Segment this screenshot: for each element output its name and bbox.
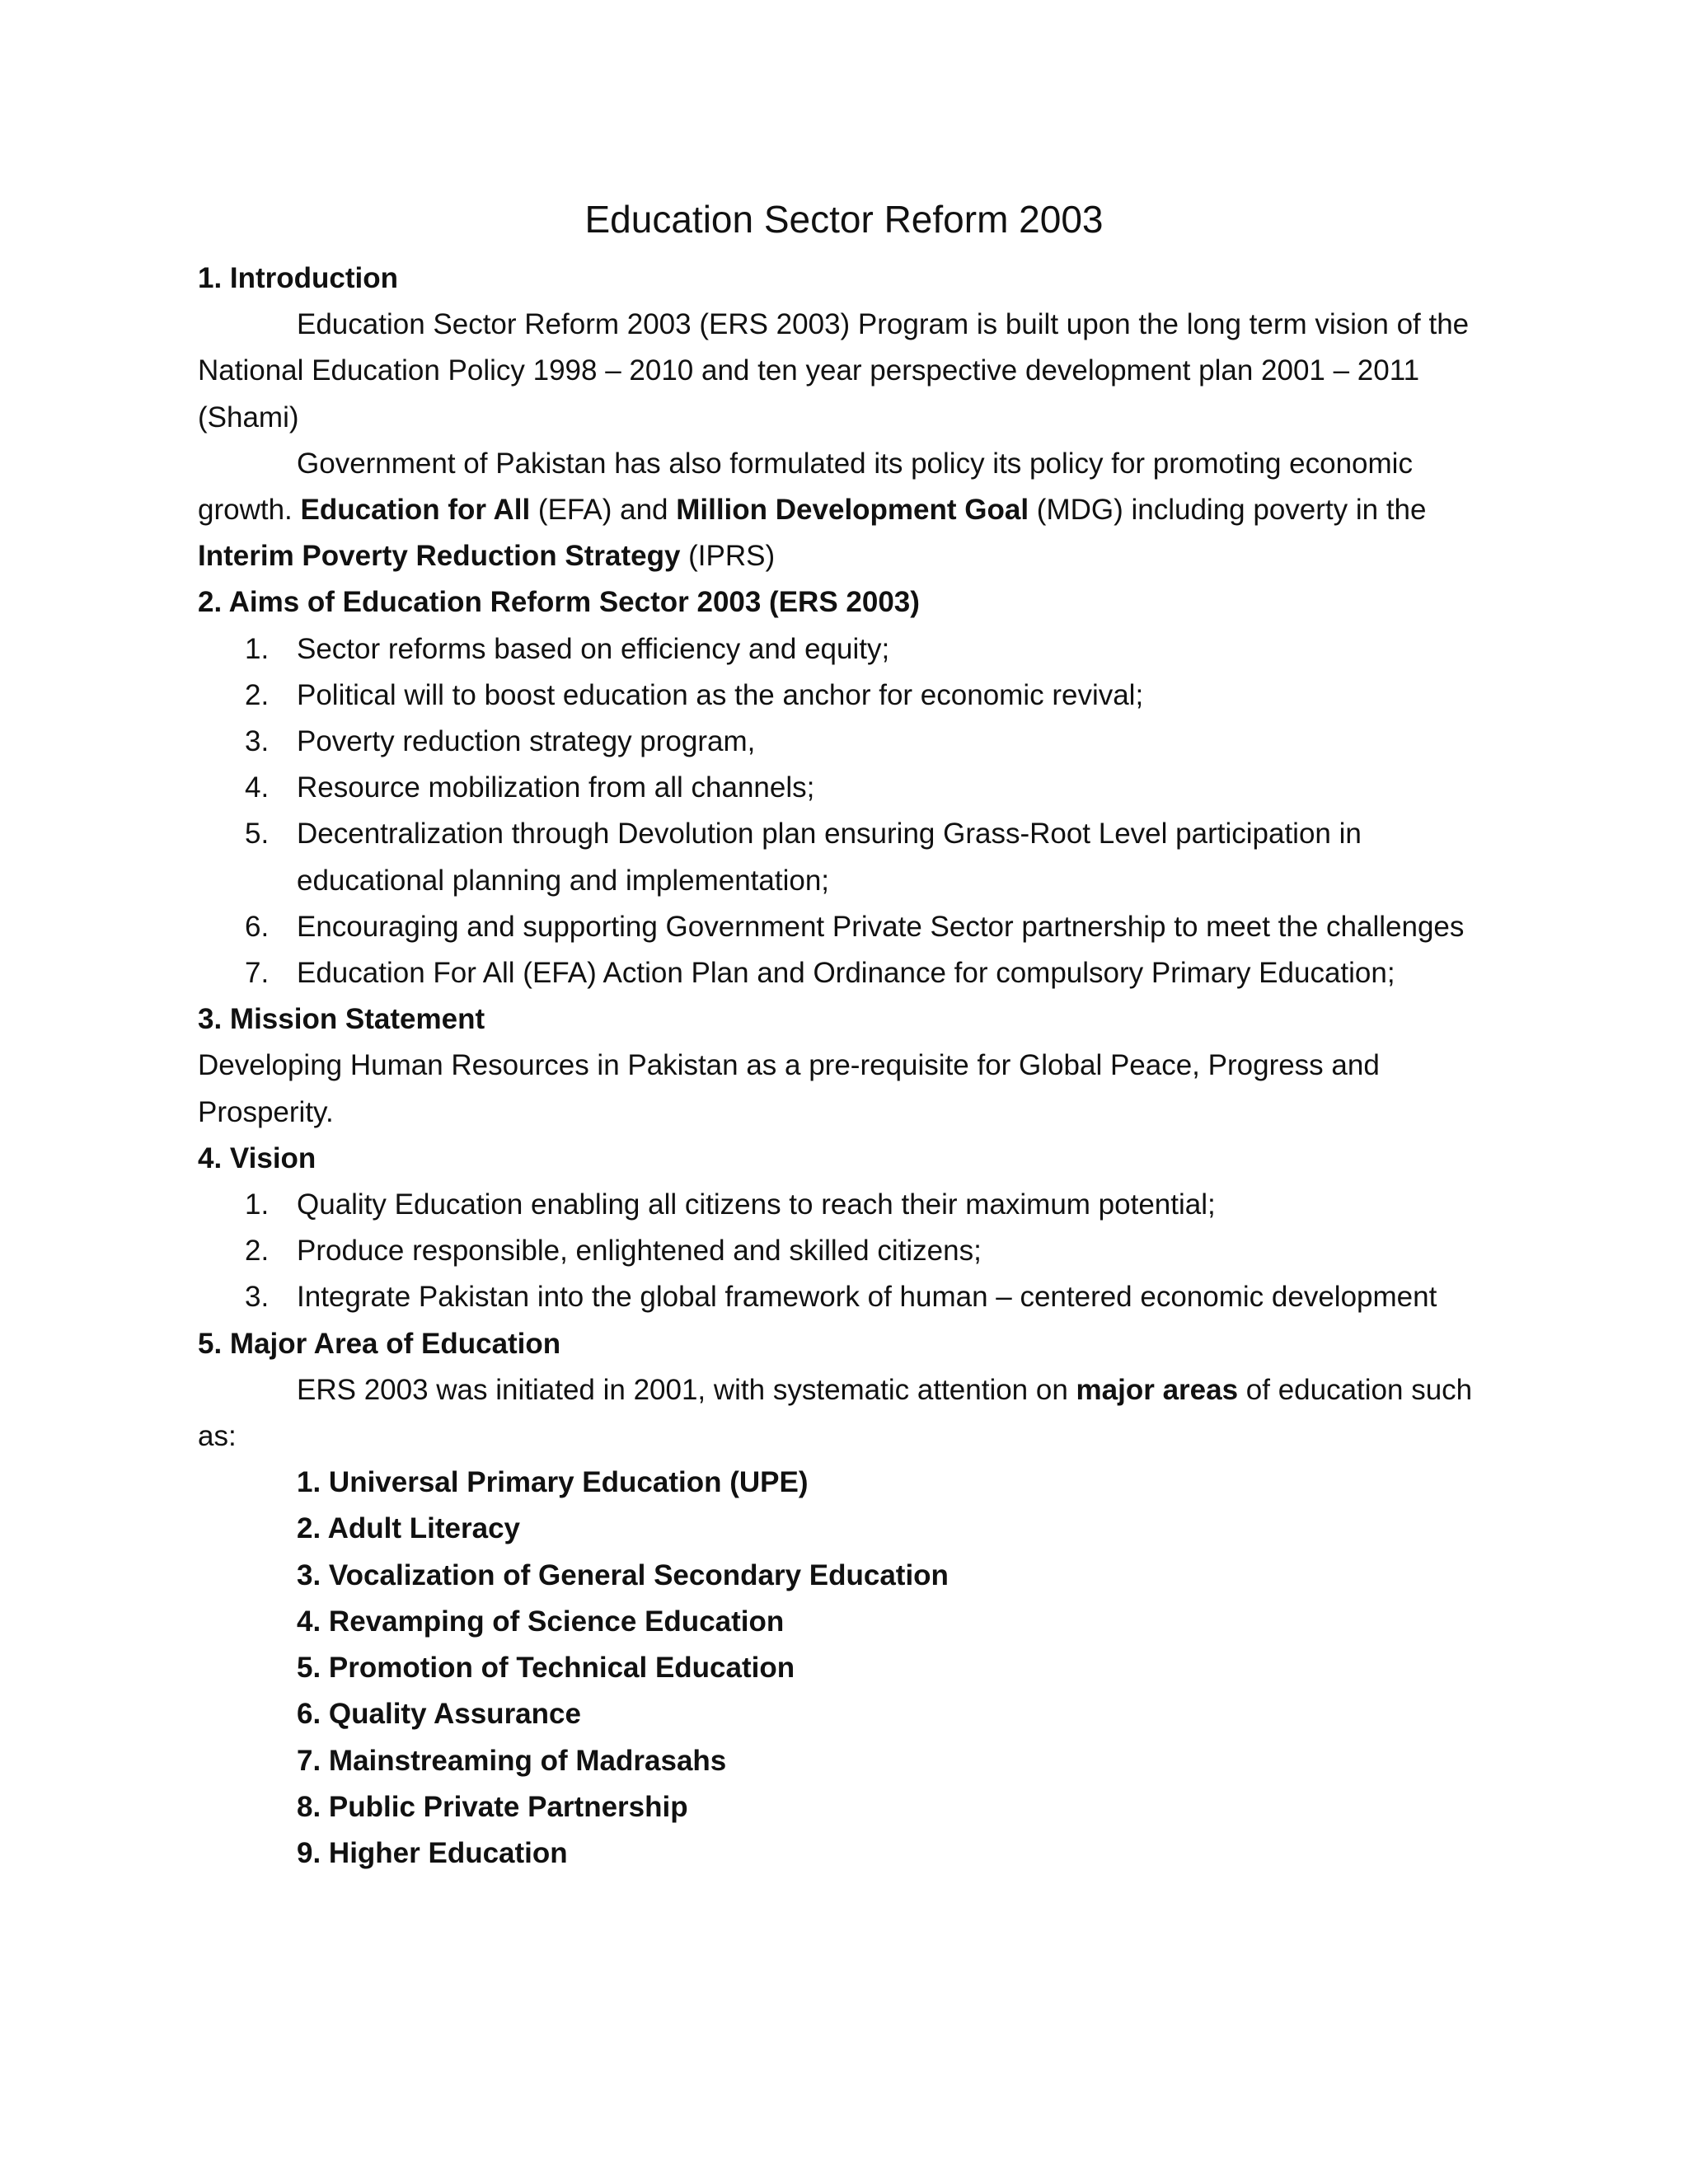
major-areas-text-1: ERS 2003 was initiated in 2001, with systematic attention on — [297, 1373, 1076, 1406]
list-item-number: 3. — [245, 725, 270, 758]
document-title: Education Sector Reform 2003 — [584, 198, 1104, 241]
list-item: 1. Universal Primary Education (UPE) — [297, 1466, 809, 1499]
list-item — [198, 811, 1492, 903]
intro-text-4: (IPRS) — [680, 540, 776, 573]
intro-text-2: (EFA) and — [530, 494, 677, 527]
list-item-text: Sector reforms based on efficiency and equity; — [297, 632, 890, 665]
list-item-text: Produce responsible, enlightened and skilled citizens; — [297, 1235, 982, 1268]
list-item — [198, 765, 1492, 811]
list-item-text: Encouraging and supporting Government Private Sector partnership to meet the challenges — [297, 910, 1465, 943]
list-item-text: Education For All (EFA) Action Plan and Ordinance for compulsory Primary Education; — [297, 957, 1395, 990]
list-item-text: Quality Education enabling all citizens to reach their maximum potential; — [297, 1188, 1216, 1221]
section-heading-vision: 4. Vision — [198, 1141, 316, 1174]
section-heading-mission: 3. Mission Statement — [198, 1003, 485, 1036]
list-item: 2. Adult Literacy — [297, 1512, 520, 1545]
document-body — [198, 255, 1492, 1877]
list-item-number: 3. — [245, 1281, 270, 1314]
list-item-text: Poverty reduction strategy program, — [297, 725, 756, 758]
intro-bold-efa: Education for All — [300, 494, 531, 527]
list-item: 4. Revamping of Science Education — [297, 1605, 785, 1638]
list-item: 6. Quality Assurance — [297, 1698, 581, 1731]
list-item — [198, 626, 1492, 673]
list-item — [198, 1228, 1492, 1274]
list-item: 8. Public Private Partnership — [297, 1790, 688, 1823]
list-item-number: 6. — [245, 910, 270, 943]
list-item-number: 4. — [245, 771, 270, 804]
intro-bold-iprs: Interim Poverty Reduction Strategy — [198, 540, 681, 573]
list-item — [198, 950, 1492, 996]
list-item-number: 2. — [245, 1235, 270, 1268]
vision-list — [198, 1182, 1492, 1321]
list-item: 9. Higher Education — [297, 1836, 568, 1869]
list-item-number: 1. — [245, 1188, 270, 1221]
list-item — [198, 719, 1492, 765]
list-item-text: Integrate Pakistan into the global framework of human – centered economic development — [297, 1281, 1437, 1314]
list-item — [198, 1182, 1492, 1228]
list-item-text: Political will to boost education as the anchor for economic revival; — [297, 678, 1144, 711]
list-item-number: 2. — [245, 678, 270, 711]
major-areas-bold: major areas — [1076, 1373, 1239, 1406]
section-heading-major-areas: 5. Major Area of Education — [198, 1327, 561, 1360]
list-item — [198, 1274, 1492, 1320]
section-heading-introduction: 1. Introduction — [198, 262, 399, 294]
section-heading-aims: 2. Aims of Education Reform Sector 2003 (ERS 2003) — [198, 586, 920, 619]
aims-list — [198, 626, 1492, 997]
intro-bold-mdg: Million Development Goal — [676, 494, 1029, 527]
list-item: 7. Mainstreaming of Madrasahs — [297, 1744, 727, 1777]
major-areas-text-2: of education such as: — [198, 1373, 1473, 1453]
intro-text-1: Government of Pakistan has also formulated its policy its policy for promoting economic growth. — [198, 447, 1413, 527]
mission-statement-text: Developing Human Resources in Pakistan as a pre-requisite for Global Peace, Progress and Prosperity. — [198, 1049, 1380, 1128]
list-item-number: 1. — [245, 632, 270, 665]
major-areas-intro — [198, 1367, 1492, 1460]
list-item — [198, 904, 1492, 950]
list-item: 3. Vocalization of General Secondary Education — [297, 1558, 949, 1591]
major-areas-list — [198, 1460, 1492, 1877]
list-item-number: 5. — [245, 818, 270, 851]
list-item-text: Resource mobilization from all channels; — [297, 771, 815, 804]
introduction-paragraph-2 — [198, 441, 1492, 580]
introduction-paragraph-1: Education Sector Reform 2003 (ERS 2003) Program is built upon the long term vision of the National Education Policy 1998 – 2010 and ten year perspective development plan 2001 – 2011 (Shami) — [198, 308, 1470, 434]
list-item: 5. Promotion of Technical Education — [297, 1652, 795, 1685]
intro-text-3: (MDG) including poverty in the — [1029, 494, 1427, 527]
list-item-number: 7. — [245, 957, 270, 990]
list-item-text: Decentralization through Devolution plan ensuring Grass-Root Level participation in educational planning and implementation; — [297, 818, 1362, 897]
list-item — [198, 673, 1492, 719]
